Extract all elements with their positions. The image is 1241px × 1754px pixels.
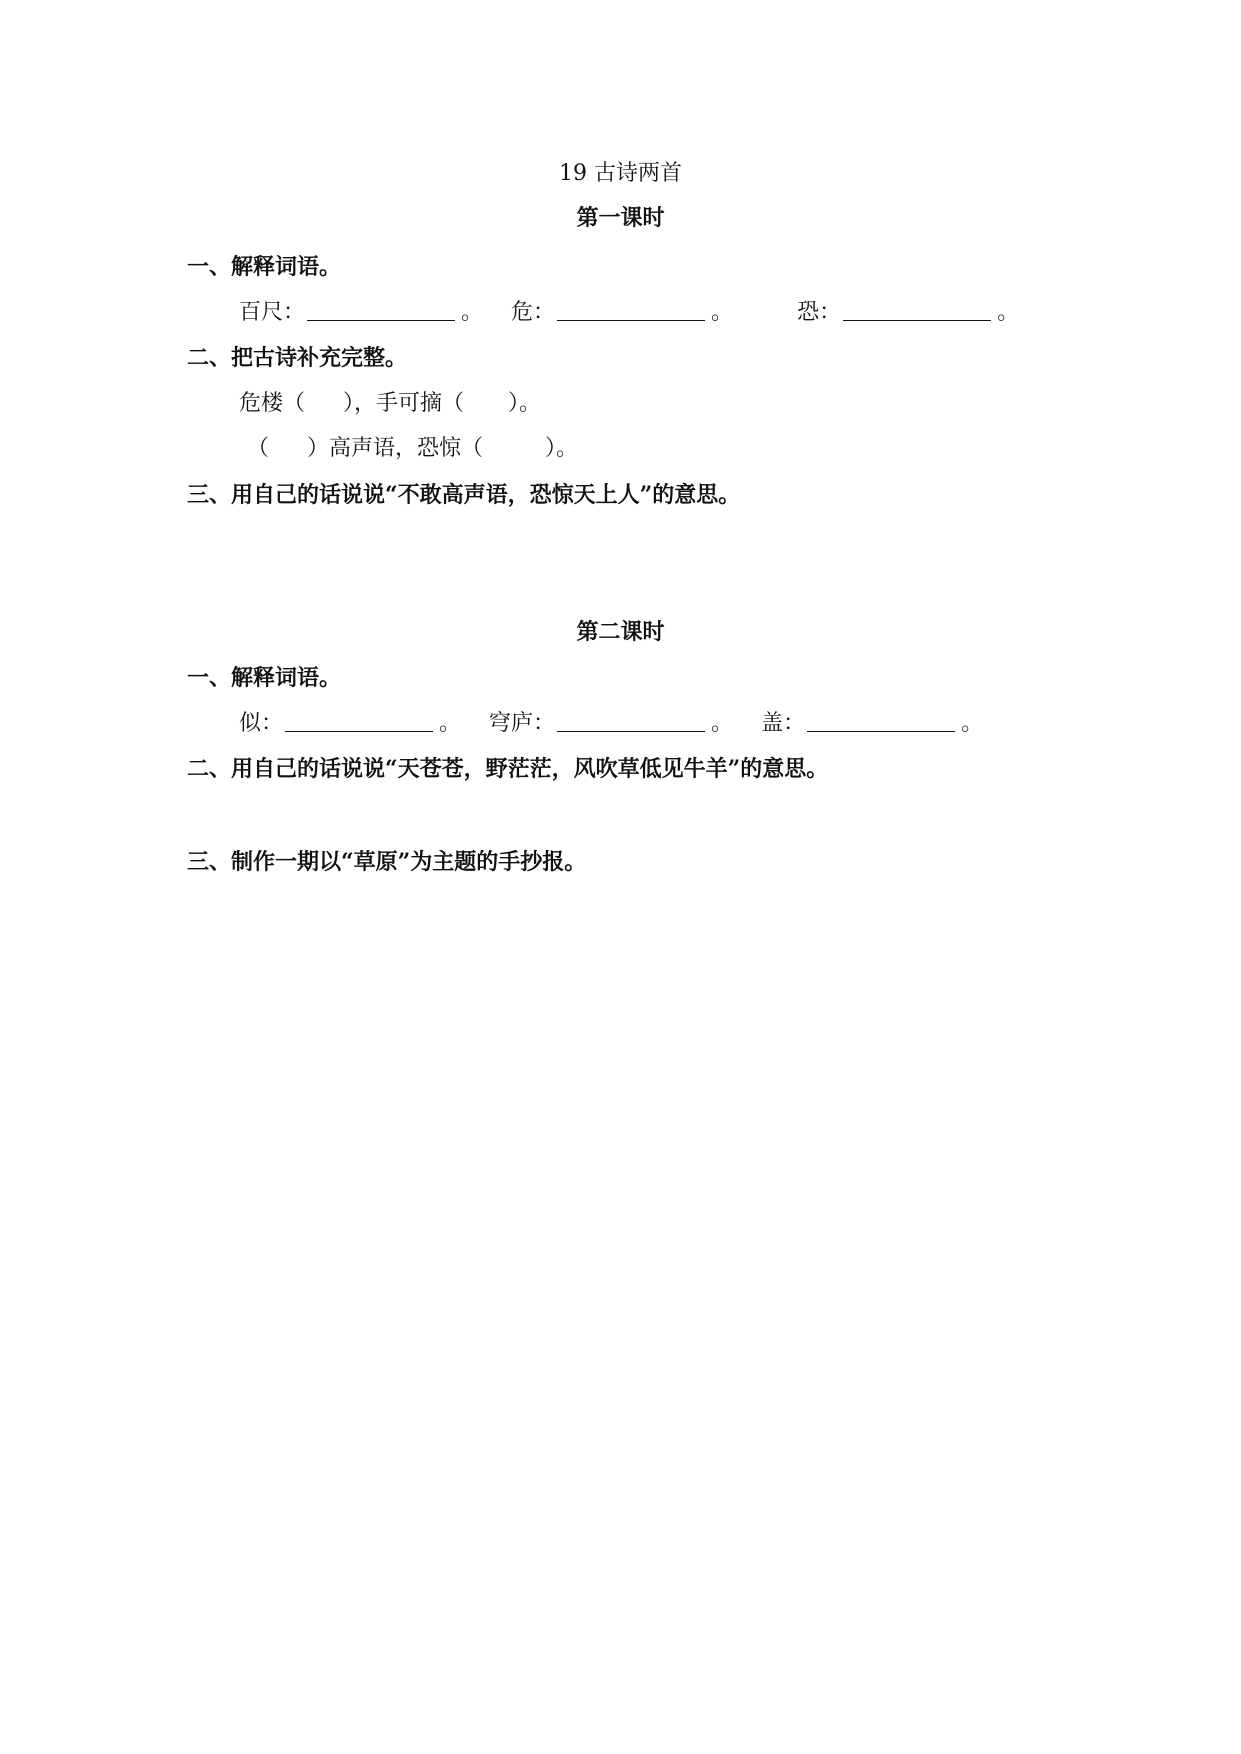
lesson2-q1-items	[239, 709, 983, 739]
term-label: 百尺：	[239, 300, 306, 325]
answer-blank[interactable]	[285, 709, 433, 732]
lesson2-q3-title: 三、制作一期以“草原”为主题的手抄报。	[187, 849, 587, 875]
poem-text: （	[247, 436, 270, 461]
poem-text: ）。	[545, 436, 579, 461]
answer-blank[interactable]	[557, 709, 705, 732]
term-end: 。	[711, 711, 734, 736]
lesson1-q1-title: 一、解释词语。	[187, 254, 342, 280]
term-label: 危：	[511, 300, 556, 325]
poem-text: 危楼（	[239, 391, 306, 416]
term-label: 穹庐：	[489, 711, 556, 736]
lesson2-heading: 第二课时	[576, 619, 665, 645]
answer-blank[interactable]	[843, 298, 991, 321]
lesson1-q1-items	[239, 298, 1019, 328]
lesson1-q3-title: 三、用自己的话说说“不敢高声语，恐惊天上人”的意思。	[187, 482, 741, 508]
lesson1-heading: 第一课时	[576, 205, 665, 231]
poem-text: ）。	[508, 391, 542, 416]
lesson2-q1-title: 一、解释词语。	[187, 665, 342, 691]
term-end: 。	[711, 300, 734, 325]
poem-fill-line-1	[239, 389, 541, 419]
poem-text: ）高声语，恐惊（	[307, 436, 484, 461]
document-title: 19 古诗两首	[559, 161, 682, 186]
poem-fill-line-2	[247, 434, 578, 464]
term-label: 恐：	[797, 300, 842, 325]
answer-blank[interactable]	[557, 298, 705, 321]
term-label: 似：	[239, 711, 284, 736]
answer-blank[interactable]	[307, 298, 455, 321]
term-end: 。	[461, 300, 484, 325]
poem-text: ），手可摘（	[343, 391, 465, 416]
term-end: 。	[997, 300, 1020, 325]
lesson1-q2-title: 二、把古诗补充完整。	[187, 345, 408, 371]
answer-blank[interactable]	[807, 709, 955, 732]
lesson2-q2-title: 二、用自己的话说说“天苍苍，野茫茫，风吹草低见牛羊”的意思。	[187, 756, 829, 782]
term-label: 盖：	[761, 711, 806, 736]
term-end: 。	[439, 711, 462, 736]
term-end: 。	[961, 711, 984, 736]
